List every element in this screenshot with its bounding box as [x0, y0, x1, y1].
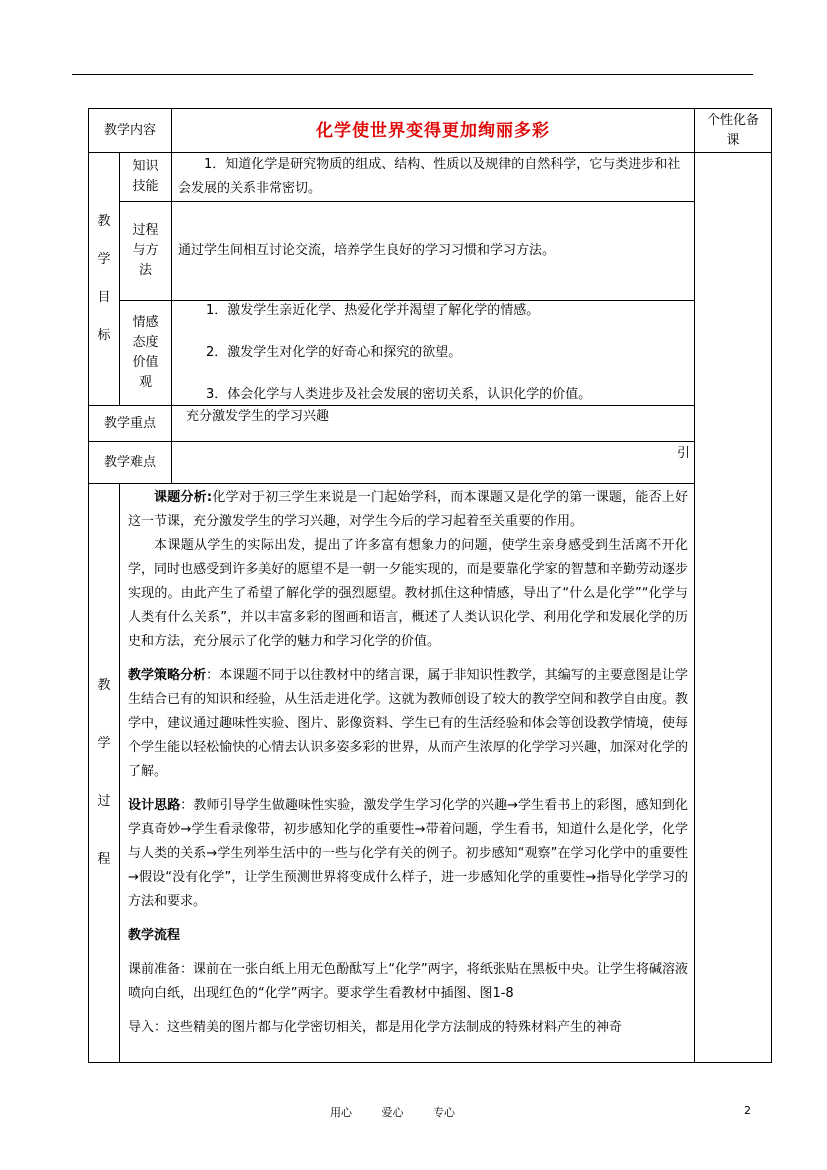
page-number: 2 — [744, 1104, 751, 1117]
emotion-item: 1．激发学生亲近化学、热爱化学并渴望了解化学的情感。 — [206, 303, 540, 318]
prep-text: 课前准备：课前在一张白纸上用无色酚酞写上“化学”两字，将纸张贴在黑板中央。让学生将碱溶液喷向白纸，出现红色的“化学”两字。要求学生看教材中插图、图1-8 — [128, 962, 689, 1001]
objectives-char-2: 学 — [97, 252, 111, 267]
content-label: 教学内容 — [89, 109, 172, 153]
header-rule — [72, 74, 753, 75]
lesson-plan-table — [88, 108, 771, 1061]
difficulty-mark: 引 — [677, 446, 691, 461]
objectives-label — [89, 153, 120, 406]
objectives-char-3: 目 — [97, 290, 111, 305]
knowledge-text: 1．知道化学是研究物质的组成、结构、性质以及规律的自然科学，它与类进步和社会发展的关系非常密切。 — [172, 153, 695, 202]
intro-text: 导入：这些精美的图片都与化学密切相关，都是用化学方法制成的特殊材料产生的神奇 — [128, 1020, 623, 1035]
process-char-3: 过 — [97, 794, 111, 809]
strategy-heading: 教学策略分析 — [128, 668, 207, 683]
key-point-label: 教学重点 — [89, 406, 172, 442]
key-point-text: 充分激发学生的学习兴趣 — [172, 406, 695, 442]
personal-prep-label: 个性化备课 — [695, 109, 772, 153]
strategy-text: ：本课题不同于以往教材中的绪言课，属于非知识性教学，其编写的主要意图是让学生结合已有的知识和经验，从生活走进化学。这就为教师创设了较大的教学空间和教学自由度。教学中，建议通过趣味性实验、图片、影像资料、学生已有的生活经验和体会等创设教学情境，使每个学生能以轻松愉快的心情去认识多姿多彩的世界，从而产生浓厚的化学学习兴趣，加深对化学的了解。 — [128, 668, 689, 779]
knowledge-label: 知识技能 — [120, 153, 172, 202]
flow-heading: 教学流程 — [128, 928, 181, 943]
emotion-item: 2．激发学生对化学的好奇心和探究的欲望。 — [206, 345, 462, 360]
process-method-label: 过程与方法 — [120, 202, 172, 301]
objectives-char-4: 标 — [97, 328, 111, 343]
difficulty-cell — [172, 442, 695, 484]
difficulty-label: 教学难点 — [89, 442, 172, 484]
process-char-1: 教 — [97, 678, 111, 693]
footer-motto: 用心 爱心 专心 — [330, 1106, 455, 1119]
process-char-4: 程 — [97, 852, 111, 867]
objectives-char-1: 教 — [97, 214, 111, 229]
emotion-label: 情感态度价值观 — [120, 301, 172, 406]
analysis-heading: 课题分析: — [154, 490, 213, 505]
emotion-list — [172, 301, 695, 406]
process-method-text: 通过学生间相互讨论交流，培养学生良好的学习习惯和学习方法。 — [172, 202, 695, 301]
analysis-text: 化学对于初三学生来说是一门起始学科，而本课题又是化学的第一课题，能否上好这一节课，充分激发学生的学习兴趣，对学生今后的学习起着至关重要的作用。 — [128, 490, 689, 529]
personal-prep-column — [695, 153, 772, 1063]
process-label — [89, 484, 120, 1063]
emotion-item: 3．体会化学与人类进步及社会发展的密切关系，认识化学的价值。 — [206, 387, 592, 402]
process-char-2: 学 — [97, 736, 111, 751]
lesson-title: 化学使世界变得更加绚丽多彩 — [172, 109, 695, 153]
design-heading: 设计思路 — [128, 798, 181, 813]
process-content — [120, 484, 695, 1063]
analysis-text-2: 本课题从学生的实际出发，提出了许多富有想象力的问题，使学生亲身感受到生活离不开化学，同时也感受到许多美好的愿望不是一朝一夕能实现的，而是要靠化学家的智慧和辛勤劳动逐步实现的。由此产生了希望了解化学的强烈愿望。教材抓住这种情感，导出了“什么是化学”“化学与人类有什么关系”，并以丰富多彩的图画和语言，概述了人类认识化学、利用化学和发展化学的历史和方法，充分展示了化学的魅力和学习化学的价值。 — [128, 538, 689, 649]
design-text: ：教师引导学生做趣味性实验，激发学生学习化学的兴趣→学生看书上的彩图，感知到化学真奇妙→学生看录像带，初步感知化学的重要性→带着问题，学生看书，知道什么是化学，化学与人类的关系→学生列举生活中的一些与化学有关的例子。初步感知“观察”在学习化学中的重要性→假设“没有化学”，让学生预测世界将变成什么样子，进一步感知化学的重要性→指导化学学习的方法和要求。 — [128, 798, 689, 909]
